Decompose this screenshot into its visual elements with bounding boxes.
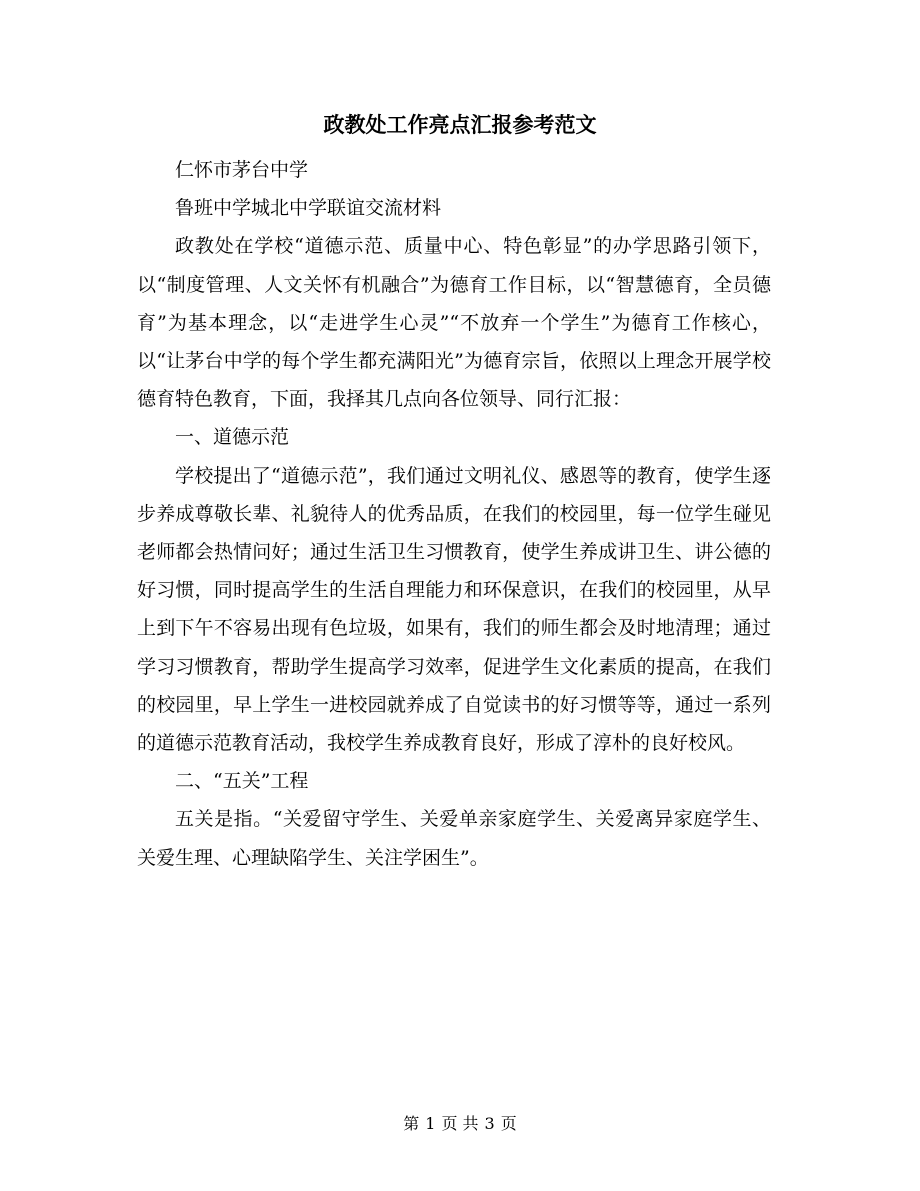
footer-total-pages: 3: [484, 1114, 495, 1133]
paragraph-section-2: 五关是指。“关爱留守学生、关爱单亲家庭学生、关爱离异家庭学生、关爱生理、心理缺陷学生、关注学困生”。: [137, 808, 771, 869]
section-heading-2: 二、“五关”工程: [175, 770, 309, 793]
paragraph-intro: 政教处在学校“道德示范、质量中心、特色彰显”的办学思路引领下，以“制度管理、人文关怀有机融合”为德育工作目标，以“智慧德育，全员德育”为基本理念，以“走进学生心灵”“不放弃一个学生”为德育工作核心，以“让茅台中学的每个学生都充满阳光”为德育宗旨，依照以上理念开展学校德育特色教育，下面，我择其几点向各位领导、同行汇报：: [137, 235, 771, 411]
footer-prefix: 第: [403, 1114, 420, 1133]
paragraph-school-name: 仁怀市茅台中学: [175, 159, 309, 181]
footer-mid: 页 共: [441, 1114, 479, 1133]
document-body: [137, 151, 771, 877]
footer-current-page: 1: [425, 1114, 436, 1133]
page-title: 政教处工作亮点汇报参考范文: [323, 112, 597, 137]
footer-suffix: 页: [500, 1114, 517, 1133]
section-heading-1: 一、道德示范: [175, 426, 290, 449]
paragraph-section-1: 学校提出了“道德示范”，我们通过文明礼仪、感恩等的教育，使学生逐步养成尊敬长辈、礼貌待人的优秀品质，在我们的校园里，每一位学生碰见老师都会热情问好；通过生活卫生习惯教育，使学生养成讲卫生、讲公德的好习惯，同时提高学生的生活自理能力和环保意识，在我们的校园里，从早上到下午不容易出现有色垃圾，如果有，我们的师生都会及时地清理；通过学习习惯教育，帮助学生提高学习效率，促进学生文化素质的提高，在我们的校园里，早上学生一进校园就养成了自觉读书的好习惯等等，通过一系列的道德示范教育活动，我校学生养成教育良好，形成了淳朴的良好校风。: [137, 464, 771, 755]
paragraph-subtitle: 鲁班中学城北中学联谊交流材料: [175, 197, 442, 220]
page-footer: [0, 1113, 920, 1135]
